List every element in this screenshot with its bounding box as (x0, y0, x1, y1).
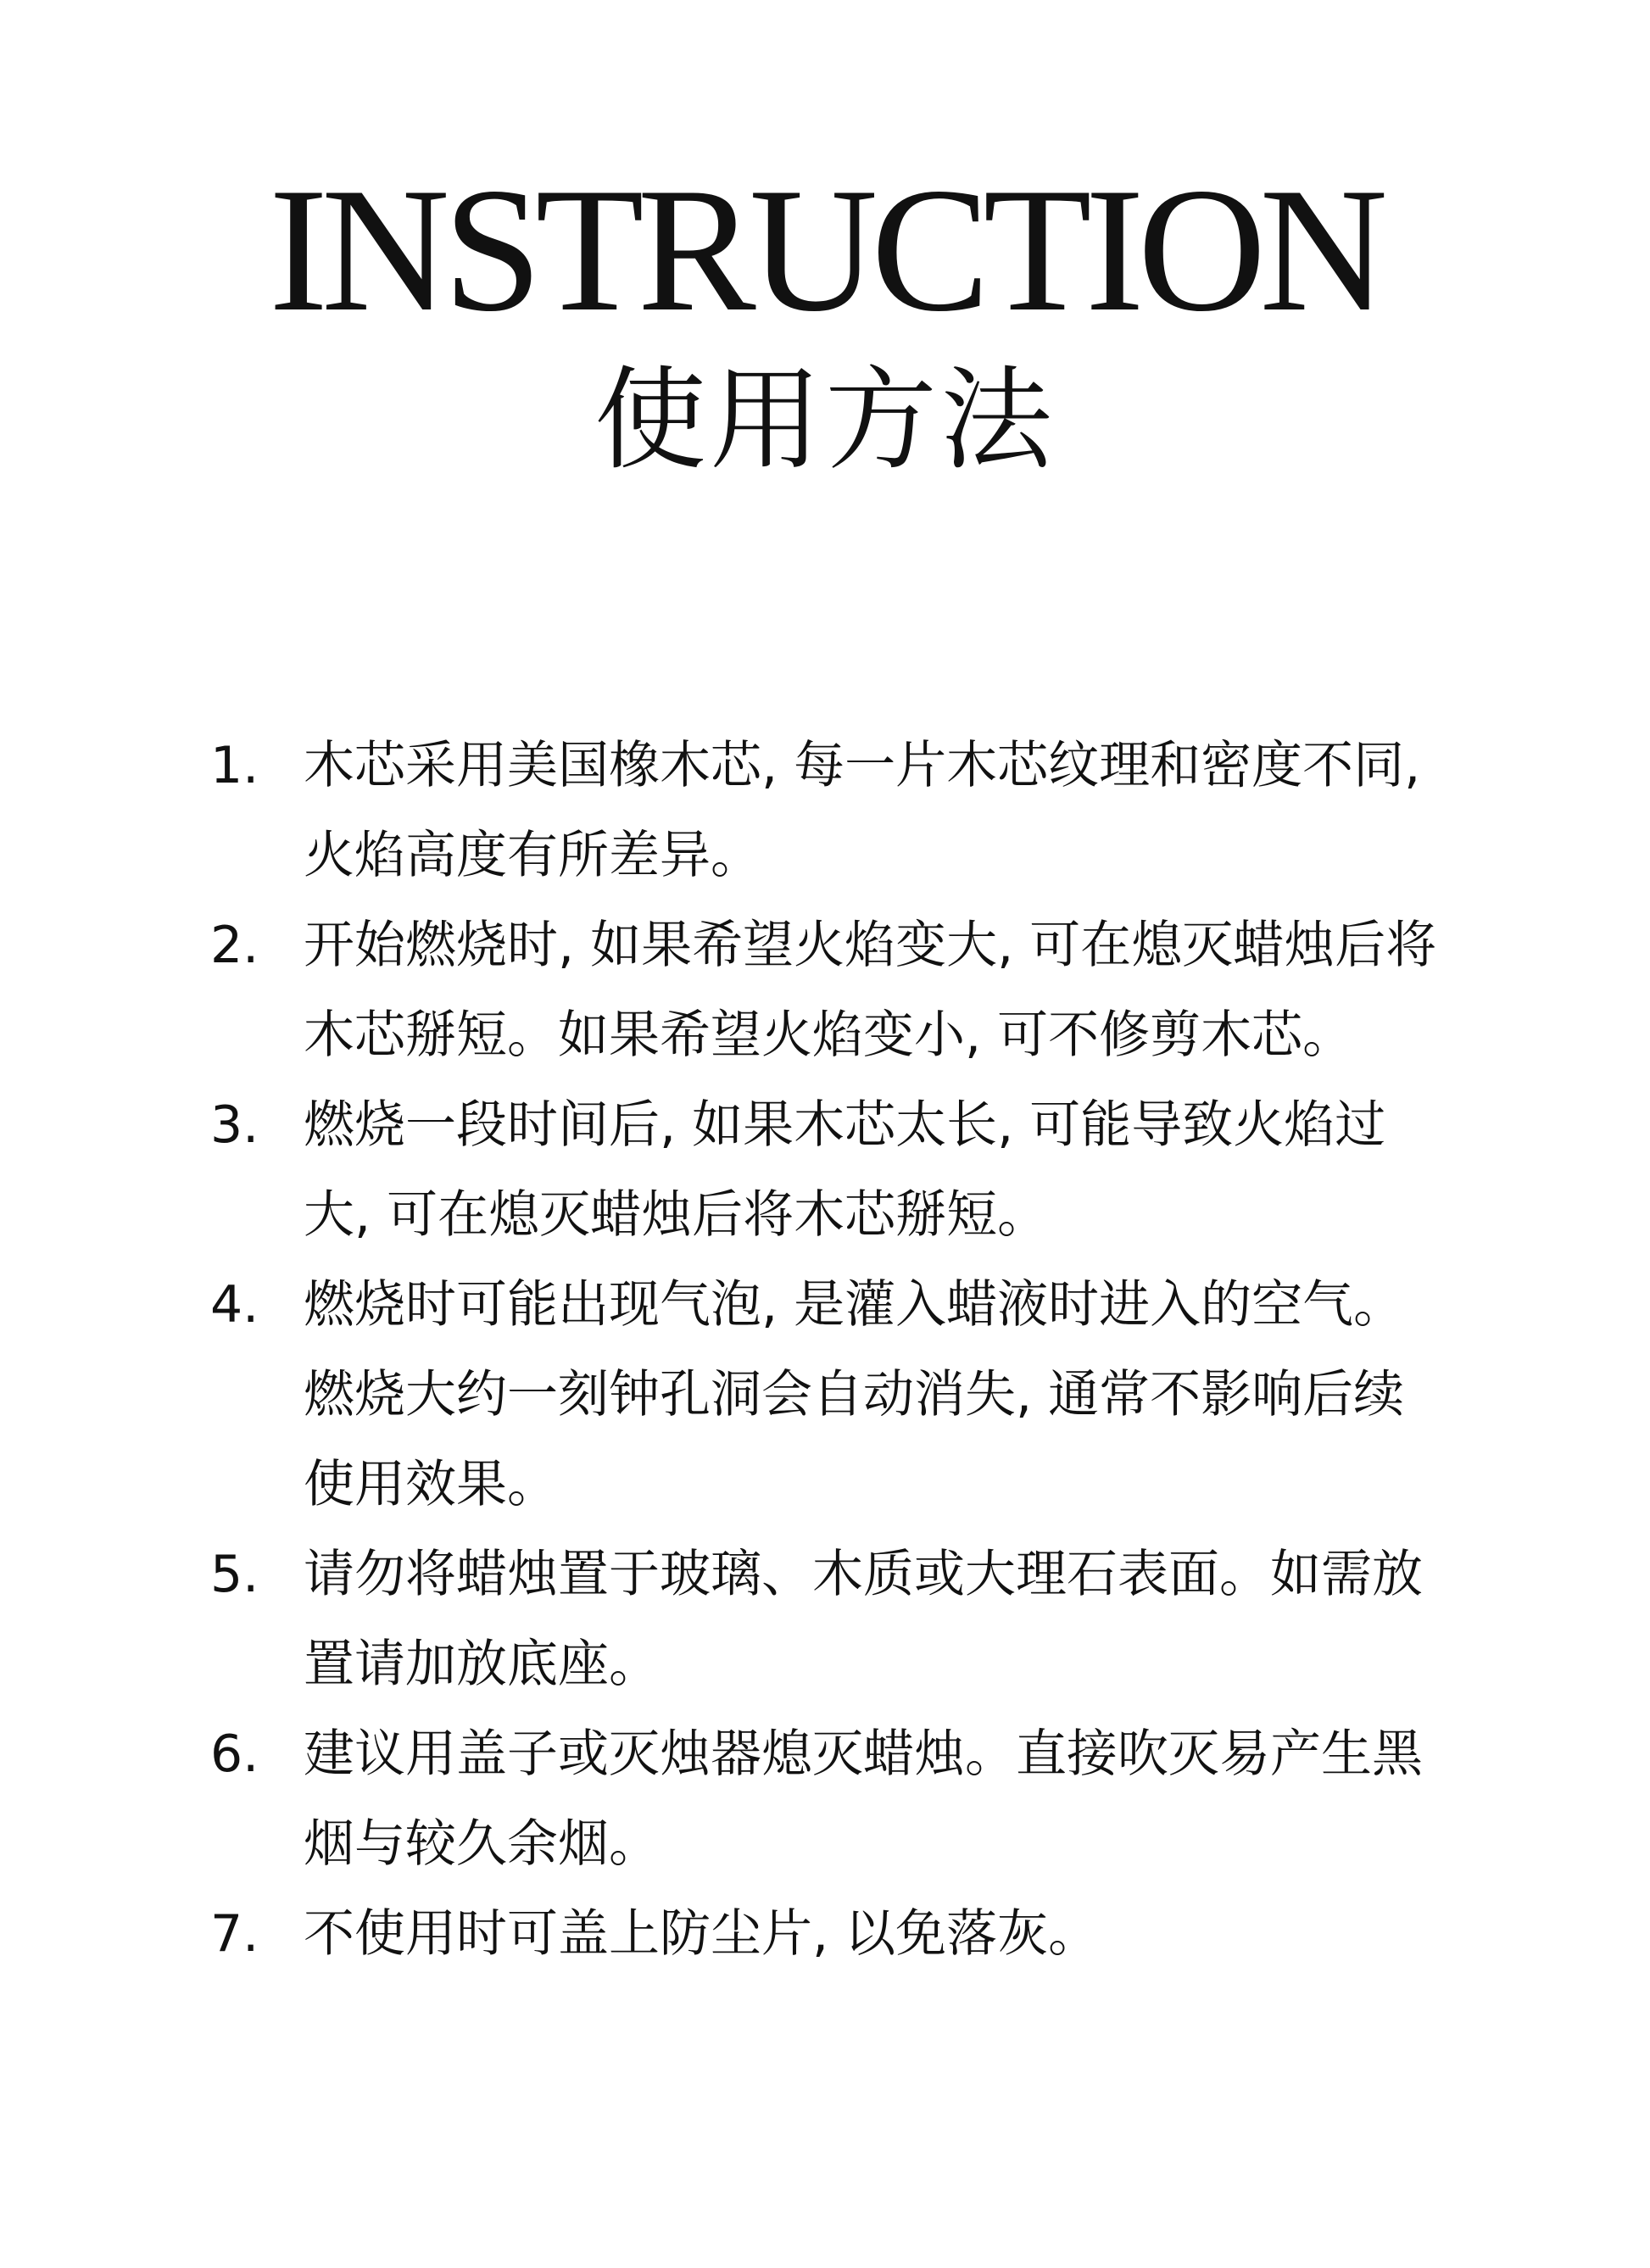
list-item (210, 1080, 1448, 1260)
item-text: 开始燃烧时, 如果希望火焰变大, 可在熄灭蜡烛后将木芯掰短。如果希望火焰变小, 可不修剪木芯。 (304, 916, 1437, 1065)
item-text: 不使用时可盖上防尘片, 以免落灰。 (304, 1904, 1100, 1964)
item-number: 3. (210, 1095, 259, 1155)
item-number: 6. (210, 1725, 259, 1784)
item-number: 5. (210, 1545, 259, 1604)
item-text: 燃烧一段时间后, 如果木芯太长, 可能导致火焰过大, 可在熄灭蜡烛后将木芯掰短。 (304, 1095, 1386, 1245)
list-item (210, 721, 1448, 900)
list-item (210, 900, 1448, 1080)
item-number: 4. (210, 1275, 259, 1335)
item-text: 木芯采用美国橡木芯, 每一片木芯纹理和密度不同, 火焰高度有所差异。 (304, 736, 1421, 885)
item-number: 1. (210, 736, 259, 795)
title-english: INSTRUCTION (269, 152, 1381, 348)
list-item (210, 1260, 1448, 1530)
item-text: 请勿将蜡烛置于玻璃、木质或大理石表面。如需放置请加放底座。 (304, 1545, 1423, 1694)
item-text: 燃烧时可能出现气泡, 是灌入蜡液时进入的空气。燃烧大约一刻钟孔洞会自动消失, 通常不影响后续使用效果。 (304, 1275, 1405, 1514)
item-text: 建议用盖子或灭烛器熄灭蜡烛。直接吹灭易产生黑烟与较久余烟。 (304, 1725, 1423, 1874)
list-item (210, 1709, 1448, 1889)
list-item (210, 1530, 1448, 1709)
item-number: 2. (210, 916, 259, 975)
title-chinese: 使用方法 (594, 355, 1056, 486)
item-number: 7. (210, 1904, 259, 1964)
instruction-list (210, 721, 1448, 1979)
list-item (210, 1889, 1448, 1979)
